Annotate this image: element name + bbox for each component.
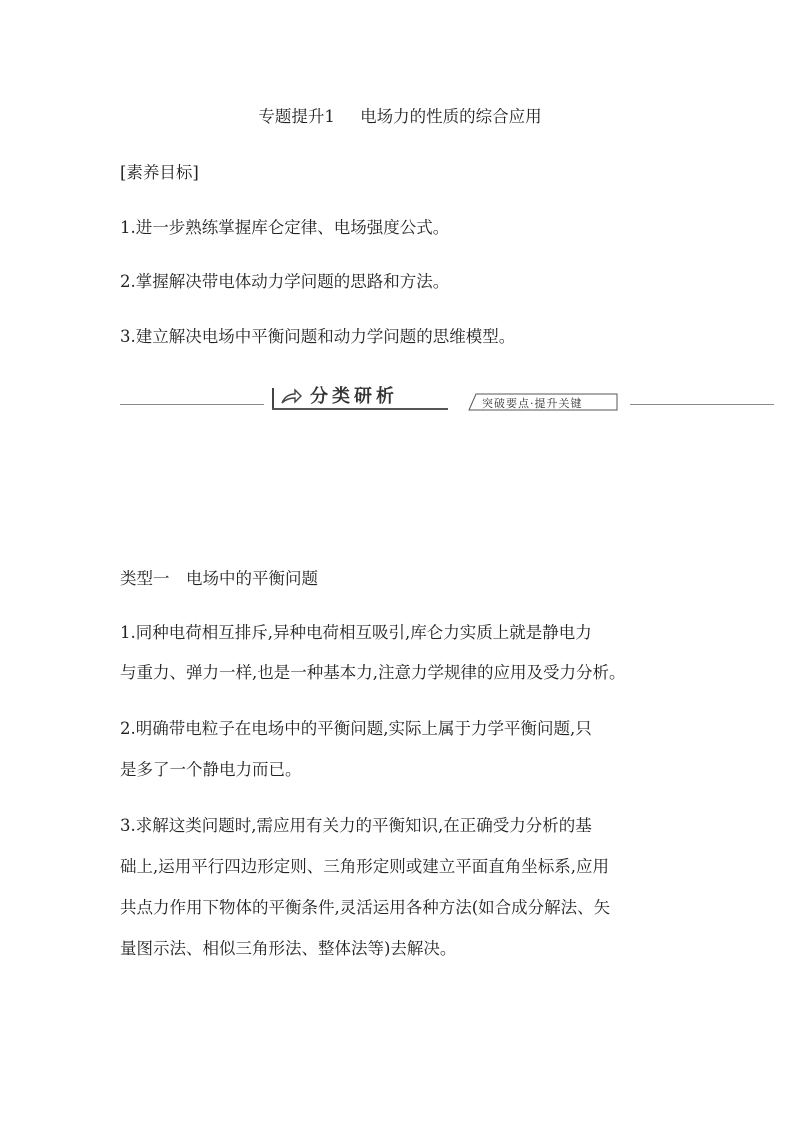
banner-tag bbox=[468, 393, 618, 411]
objective-item-2: 2.掌握解决带电体动力学问题的思路和方法。 bbox=[120, 272, 450, 291]
banner-tag-text: 突破要点·提升关键 bbox=[482, 397, 583, 410]
objective-item-1: 1.进一步熟练掌握库仑定律、电场强度公式。 bbox=[120, 218, 450, 237]
objectives-heading: [素养目标] bbox=[120, 163, 199, 182]
title-main: 电场力的性质的综合应用 bbox=[360, 107, 542, 126]
objective-item-3: 3.建立解决电场中平衡问题和动力学问题的思维模型。 bbox=[120, 327, 516, 346]
section-banner bbox=[120, 386, 774, 414]
banner-title: 分类研析 bbox=[310, 386, 398, 407]
section-line-1: 1.同种电荷相互排斥,异种电荷相互吸引,库仑力实质上就是静电力 bbox=[120, 623, 592, 642]
banner-main bbox=[272, 386, 448, 410]
section-heading: 类型一 电场中的平衡问题 bbox=[120, 569, 318, 588]
section-line-5: 3.求解这类问题时,需应用有关力的平衡知识,在正确受力分析的基 bbox=[120, 816, 592, 835]
arrow-icon bbox=[280, 388, 302, 406]
banner-bar bbox=[272, 388, 274, 408]
section-line-3: 2.明确带电粒子在电场中的平衡问题,实际上属于力学平衡问题,只 bbox=[120, 719, 592, 738]
banner-rule-left bbox=[120, 404, 264, 405]
section-line-2: 与重力、弹力一样,也是一种基本力,注意力学规律的应用及受力分析。 bbox=[120, 663, 626, 682]
section-line-6: 础上,运用平行四边形定则、三角形定则或建立平面直角坐标系,应用 bbox=[120, 857, 609, 876]
section-line-8: 量图示法、相似三角形法、整体法等)去解决。 bbox=[120, 939, 457, 958]
banner-rule-right bbox=[630, 404, 774, 405]
section-line-7: 共点力作用下物体的平衡条件,灵活运用各种方法(如合成分解法、矢 bbox=[120, 898, 611, 917]
title-prefix: 专题提升1 bbox=[258, 107, 335, 126]
page-title bbox=[0, 106, 794, 128]
section-line-4: 是多了一个静电力而已。 bbox=[120, 760, 302, 779]
